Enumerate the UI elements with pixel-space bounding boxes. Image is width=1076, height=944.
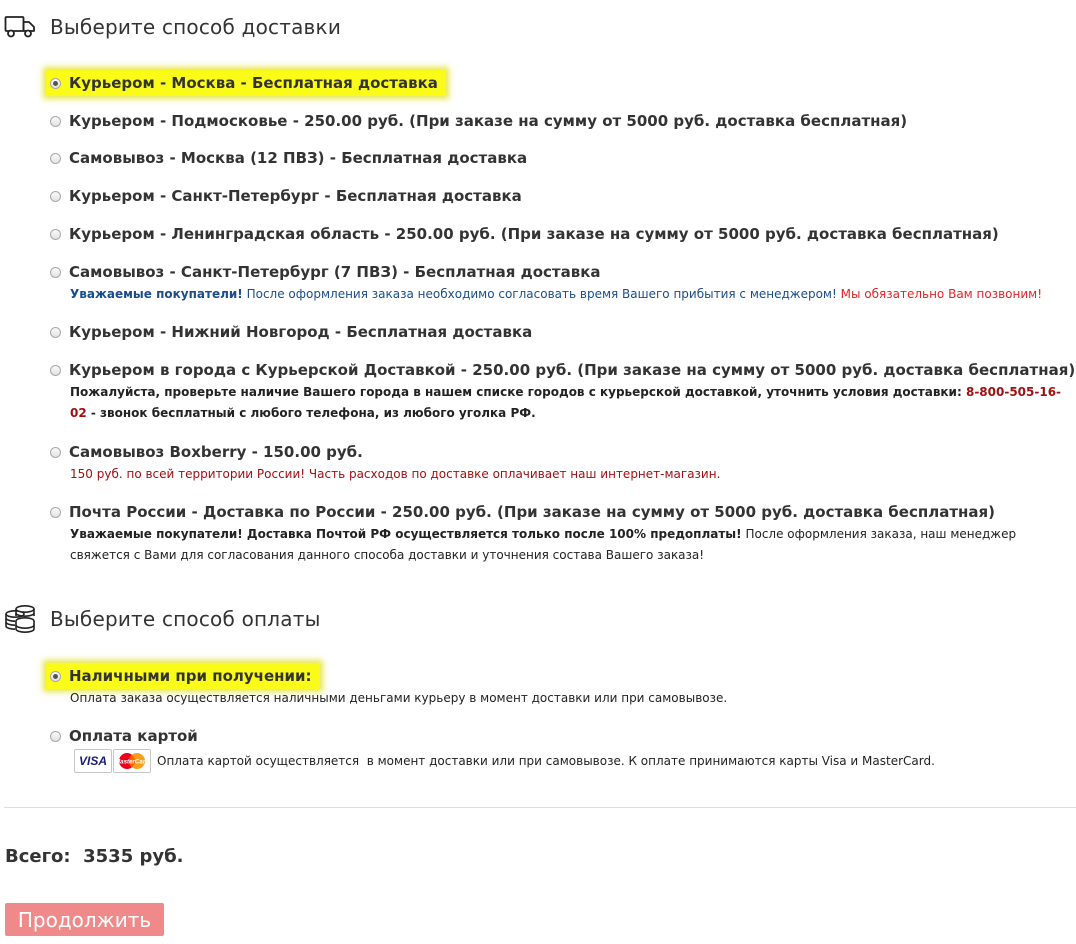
delivery-option-lenobl-courier[interactable] [50, 222, 1076, 246]
option-label: Оплата картой [69, 727, 198, 745]
note-text: Оплата картой осуществляется в момент доставки или при самовывозе. К оплате принимаются карты Visa и MasterCard. [157, 753, 935, 768]
note-bold: Уважаемые покупатели! [70, 287, 243, 301]
radio-button[interactable] [50, 229, 61, 240]
radio-button[interactable] [50, 671, 61, 682]
phone-number[interactable]: 8-800-505-16-02 [70, 385, 1062, 420]
note-text: Пожалуйста, проверьте наличие Вашего города в нашем списке городов с курьерской доставкой, уточнить условия доставки: [70, 385, 962, 399]
continue-button[interactable]: Продолжить [5, 903, 164, 936]
mastercard-wordmark: MasterCard [114, 758, 150, 766]
note-bold: Уважаемые покупатели! Доставка Почтой РФ осуществляется только после 100% предоплаты! [70, 527, 742, 541]
note-text: - звонок бесплатный с любого телефона, из любого уголка РФ. [90, 406, 536, 420]
option-label: Курьером - Москва - Бесплатная доставка [69, 74, 438, 92]
delivery-option-spb-pickup[interactable] [50, 260, 1076, 305]
payment-option-card[interactable] [50, 724, 1076, 773]
option-note [72, 749, 1076, 773]
mastercard-logo [113, 749, 151, 773]
selected-highlight [46, 663, 320, 689]
total-value: 3535 руб. [83, 846, 184, 867]
card-logos [74, 749, 157, 773]
delivery-option-nn-courier[interactable] [50, 320, 1076, 344]
radio-button[interactable] [50, 191, 61, 202]
delivery-option-moscow-courier[interactable] [50, 71, 1076, 95]
option-note [70, 524, 1076, 566]
note-text: После оформления заказа необходимо согласовать время Вашего прибытия с менеджером! [246, 287, 837, 301]
note-text: Оплата заказа осуществляется наличными деньгами курьеру в момент доставки или при самовывозе. [70, 691, 728, 705]
option-label: Курьером - Подмосковье - 250.00 руб. (При заказе на сумму от 5000 руб. доставка бесплатная) [69, 112, 908, 130]
payment-section-header [4, 604, 321, 634]
option-label: Самовывоз Boxberry - 150.00 руб. [69, 443, 363, 461]
option-label: Курьером - Санкт-Петербург - Бесплатная доставка [69, 187, 522, 205]
divider [4, 807, 1076, 808]
note-red: 150 руб. по всей территории России! Часть расходов по доставке оплачивает наш интернет-магазин. [70, 467, 721, 481]
radio-button[interactable] [50, 507, 61, 518]
order-total [5, 846, 184, 867]
delivery-option-podmoskovye-courier[interactable] [50, 109, 1076, 133]
delivery-option-moscow-pickup[interactable] [50, 146, 1076, 170]
delivery-heading: Выберите способ доставки [50, 15, 342, 39]
option-label: Курьером в города с Курьерской Доставкой - 250.00 руб. (При заказе на сумму от 5000 руб. доставка бесплатная) [69, 361, 1076, 379]
option-label: Наличными при получении: [69, 667, 312, 685]
delivery-option-boxberry[interactable] [50, 440, 1076, 485]
selected-highlight [46, 70, 446, 96]
radio-button[interactable] [50, 731, 61, 742]
note-text: После оформления заказа, наш менеджер свяжется с Вами для согласования данного способа доставки и уточнения состава Вашего заказа! [70, 527, 1017, 562]
payment-option-cash[interactable] [50, 664, 1076, 707]
coins-icon [4, 604, 38, 634]
delivery-section-header [4, 12, 341, 42]
note-red: Мы обязательно Вам позвоним! [840, 287, 1043, 301]
radio-button[interactable] [50, 447, 61, 458]
radio-button[interactable] [50, 153, 61, 164]
option-note [70, 689, 1076, 707]
radio-button[interactable] [50, 365, 61, 376]
option-note [70, 382, 1076, 424]
payment-heading: Выберите способ оплаты [50, 607, 321, 631]
option-label: Почта России - Доставка по России - 250.00 руб. (При заказе на сумму от 5000 руб. доставка бесплатная) [69, 503, 995, 521]
radio-button[interactable] [50, 78, 61, 89]
total-label: Всего: [5, 846, 71, 867]
option-label: Курьером - Ленинградская область - 250.00 руб. (При заказе на сумму от 5000 руб. доставка бесплатная) [69, 225, 999, 243]
delivery-option-spb-courier[interactable] [50, 184, 1076, 208]
delivery-option-russian-post[interactable] [50, 500, 1076, 566]
radio-button[interactable] [50, 267, 61, 278]
option-note [70, 284, 1076, 305]
delivery-option-cities-courier[interactable] [50, 358, 1076, 424]
radio-button[interactable] [50, 116, 61, 127]
truck-icon [4, 12, 38, 42]
radio-button[interactable] [50, 327, 61, 338]
visa-logo: VISA [74, 749, 112, 773]
option-label: Самовывоз - Москва (12 ПВЗ) - Бесплатная доставка [69, 149, 528, 167]
option-label: Курьером - Нижний Новгород - Бесплатная доставка [69, 323, 533, 341]
option-label: Самовывоз - Санкт-Петербург (7 ПВЗ) - Бесплатная доставка [69, 263, 601, 281]
option-note [70, 464, 1076, 485]
